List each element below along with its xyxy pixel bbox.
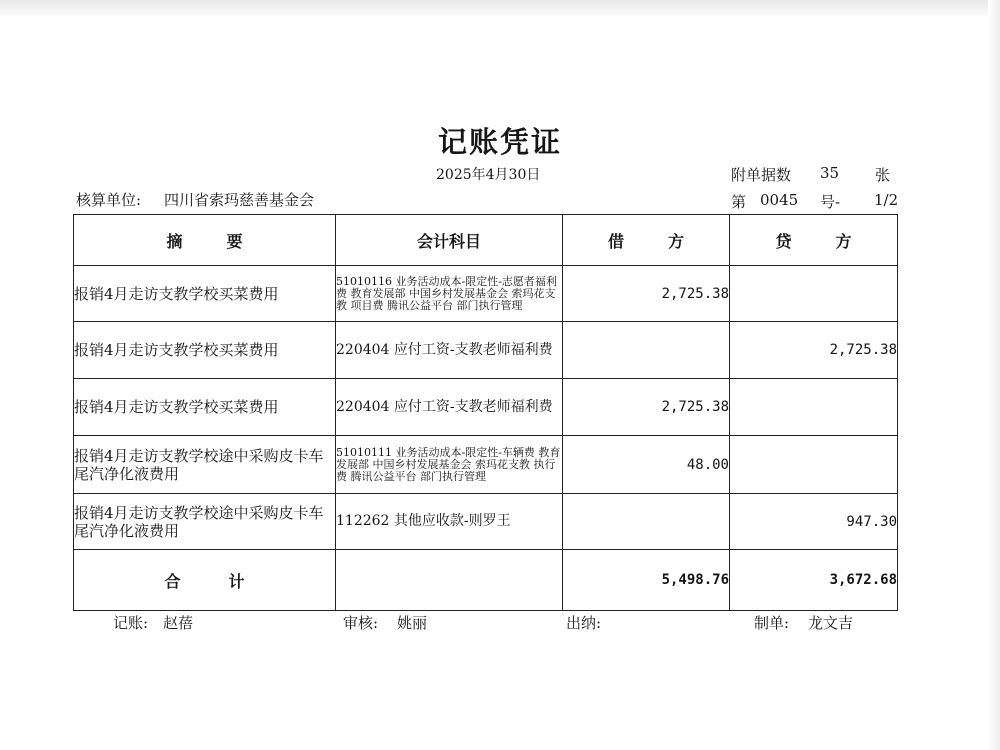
scan-shadow-right [988, 0, 1000, 750]
row-debit: 48.00 [563, 436, 730, 494]
accounting-unit-name: 四川省索玛慈善基金会 [164, 191, 315, 209]
voucher-page: 1/2 [874, 191, 899, 209]
header-credit: 贷 方 [730, 215, 898, 266]
row-account: 51010111 业务活动成本-限定性-车辆费 教育发展部 中国乡村发展基金会 索玛花支教 执行费 腾讯公益平台 部门执行管理 [336, 436, 563, 494]
row-credit [730, 266, 898, 322]
accounting-unit-label: 核算单位: [76, 191, 142, 209]
table-row [74, 436, 898, 494]
attachments-unit: 张 [875, 166, 891, 184]
row-account: 51010116 业务活动成本-限定性-志愿者福利费 教育发展部 中国乡村发展基金会 索玛花支教 项目费 腾讯公益平台 部门执行管理 [336, 266, 563, 322]
row-summary: 报销4月走访支教学校买菜费用 [74, 266, 336, 322]
voucher-table [73, 214, 898, 611]
table-row [74, 322, 898, 379]
row-debit [563, 494, 730, 550]
voucher-number-suffix: 号- [820, 193, 841, 211]
row-account: 220404 应付工资-支教老师福利费 [336, 322, 563, 379]
table-row [74, 379, 898, 436]
scan-shadow-top [0, 0, 1000, 18]
cashier-label: 出纳: [566, 614, 602, 632]
bookkeeper-name: 赵蓓 [163, 614, 194, 632]
header-summary: 摘 要 [74, 215, 336, 266]
row-account: 112262 其他应收款-则罗王 [336, 494, 563, 550]
row-summary: 报销4月走访支教学校买菜费用 [74, 379, 336, 436]
header-debit: 借 方 [563, 215, 730, 266]
row-summary: 报销4月走访支教学校途中采购皮卡车尾汽净化液费用 [74, 436, 336, 494]
voucher-number: 0045 [760, 191, 799, 209]
row-credit: 947.30 [730, 494, 898, 550]
row-debit: 2,725.38 [563, 379, 730, 436]
attachments-label: 附单据数 [731, 166, 792, 184]
row-debit: 2,725.38 [563, 266, 730, 322]
row-account: 220404 应付工资-支教老师福利费 [336, 379, 563, 436]
total-credit: 3,672.68 [730, 550, 898, 611]
row-credit: 2,725.38 [730, 322, 898, 379]
auditor-name: 姚丽 [397, 614, 428, 632]
row-credit [730, 379, 898, 436]
voucher-title: 记账凭证 [437, 125, 562, 159]
total-label: 合 计 [74, 550, 336, 611]
row-summary: 报销4月走访支教学校途中采购皮卡车尾汽净化液费用 [74, 494, 336, 550]
table-row [74, 266, 898, 322]
total-account-blank [336, 550, 563, 611]
auditor-label: 审核: [343, 614, 379, 632]
row-summary: 报销4月走访支教学校买菜费用 [74, 322, 336, 379]
total-row [74, 550, 898, 611]
maker-label: 制单: [754, 614, 790, 632]
total-debit: 5,498.76 [563, 550, 730, 611]
voucher-number-prefix: 第 [731, 193, 747, 211]
voucher-date: 2025年4月30日 [436, 167, 541, 183]
table-row [74, 494, 898, 550]
attachments-count: 35 [820, 164, 840, 182]
table-header-row [74, 215, 898, 266]
row-credit [730, 436, 898, 494]
header-account: 会计科目 [336, 215, 563, 266]
row-debit [563, 322, 730, 379]
maker-name: 龙文吉 [808, 614, 854, 632]
bookkeeper-label: 记账: [113, 614, 149, 632]
